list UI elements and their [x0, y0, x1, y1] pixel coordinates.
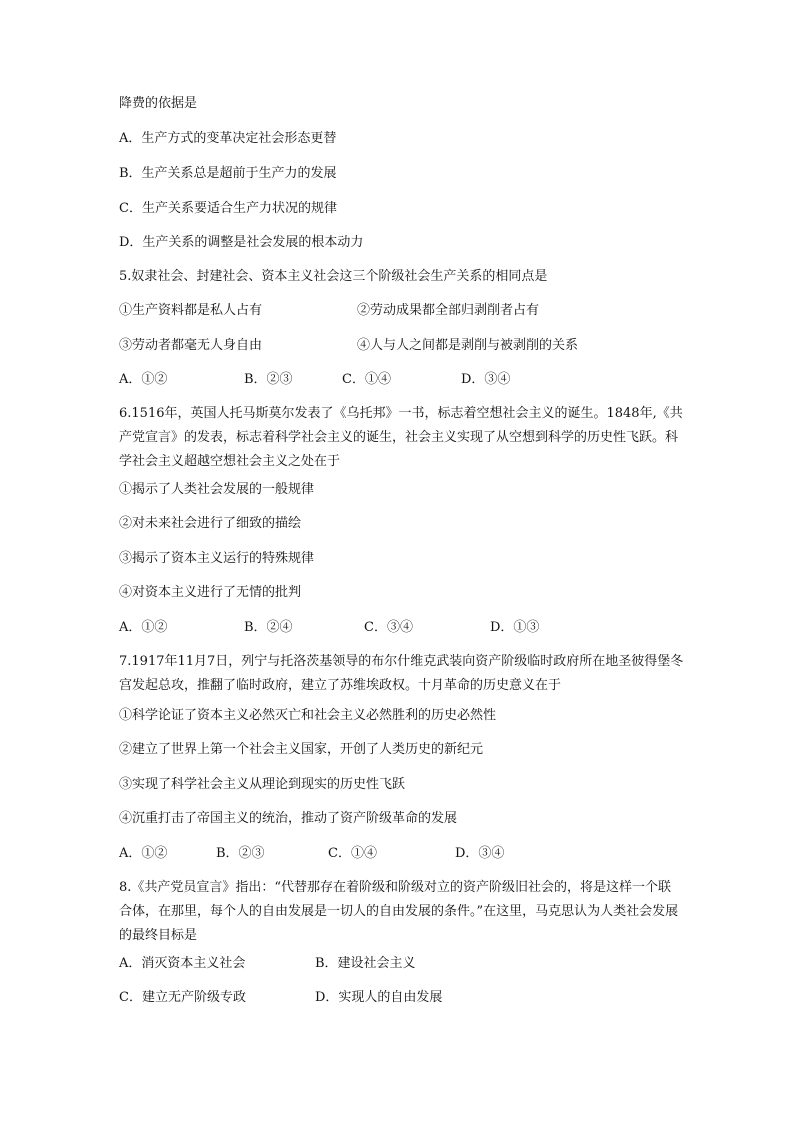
q5-item-3: ③劳动者都毫无人身自由: [119, 338, 263, 353]
q6-item-3: ③揭示了资本主义运行的特殊规律: [119, 551, 315, 566]
q6-choice-d: D．①③: [490, 620, 540, 635]
q7-item-3: ③实现了科学社会主义从理论到现实的历史性飞跃: [119, 777, 406, 792]
q7-choice-a: A．①②: [119, 846, 168, 861]
q5-stem: 5.奴隶社会、封建社会、资本主义社会这三个阶级社会生产关系的相同点是: [119, 269, 548, 284]
q5-item-2: ②劳动成果都全部归剥削者占有: [357, 303, 540, 318]
q4-stem-tail: 降费的依据是: [119, 96, 198, 111]
q7-item-4: ④沉重打击了帝国主义的统治，推动了资产阶级革命的发展: [119, 811, 458, 826]
q5-items-row-1: [119, 302, 679, 320]
q5-choice-d: D．③④: [461, 372, 511, 387]
q4-option-d: D．生产关系的调整是社会发展的根本动力: [119, 235, 364, 250]
q5-item-4: ④人与人之间都是剥削与被剥削的关系: [357, 338, 579, 353]
q5-items-row-2: [119, 337, 679, 355]
q4-option-a: A．生产方式的变革决定社会形态更替: [119, 131, 337, 146]
q7-item-2: ②建立了世界上第一个社会主义国家，开创了人类历史的新纪元: [119, 742, 484, 757]
q6-choice-a: A．①②: [119, 620, 168, 635]
q8-choices-row-1: [119, 955, 679, 973]
q6-choice-b: B．②④: [244, 620, 293, 635]
q7-choice-d: D．③④: [455, 846, 505, 861]
q8-choices-row-2: [119, 989, 679, 1007]
q6-choices: [119, 619, 679, 637]
q5-item-1: ①生产资料都是私人占有: [119, 303, 263, 318]
q5-choice-a: A．①②: [119, 372, 168, 387]
q8-choice-b: B．建设社会主义: [315, 956, 416, 971]
q8-choice-d: D．实现人的自由发展: [315, 990, 443, 1005]
q8-stem: 8.《共产党员宣言》指出：“代替那存在着阶级和阶级对立的资产阶级旧社会的，将是这样一个联合体，在那里，每个人的自由发展是一切人的自由发展的条件。”在这里，马克思认为人类社会发展的最终目标是: [119, 880, 679, 943]
q7-stem: 7.1917年11月7日，列宁与托洛茨基领导的布尔什维克武装向资产阶级临时政府所在地圣彼得堡冬宫发起总攻，推翻了临时政府，建立了苏维埃政权。十月革命的历史意义在于: [119, 654, 684, 693]
q5-choice-c: C．①④: [342, 372, 391, 387]
q4-option-b: B．生产关系总是超前于生产力的发展: [119, 166, 337, 181]
q4-option-c: C．生产关系要适合生产力状况的规律: [119, 201, 337, 216]
q6-item-4: ④对资本主义进行了无情的批判: [119, 585, 302, 600]
q7-choices: [119, 845, 679, 863]
q8-choice-c: C．建立无产阶级专政: [119, 990, 246, 1005]
q7-choice-b: B．②③: [216, 846, 265, 861]
q6-choice-c: C．③④: [364, 620, 413, 635]
q6-item-1: ①揭示了人类社会发展的一般规律: [119, 482, 315, 497]
q8-choice-a: A．消灭资本主义社会: [119, 956, 246, 971]
q7-choice-c: C．①④: [328, 846, 377, 861]
q7-item-1: ①科学论证了资本主义必然灭亡和社会主义必然胜利的历史必然性: [119, 708, 497, 723]
q5-choice-b: B．②③: [244, 372, 293, 387]
q6-stem: 6.1516年，英国人托马斯莫尔发表了《乌托邦》一书，标志着空想社会主义的诞生。1848年,《共产党宣言》的发表，标志着科学社会主义的诞生，社会主义实现了从空想到科学的历史性飞跃。科学社会主义超越空想社会主义之处在于: [119, 406, 683, 469]
q6-item-2: ②对未来社会进行了细致的描绘: [119, 516, 302, 531]
q5-choices: [119, 371, 679, 389]
